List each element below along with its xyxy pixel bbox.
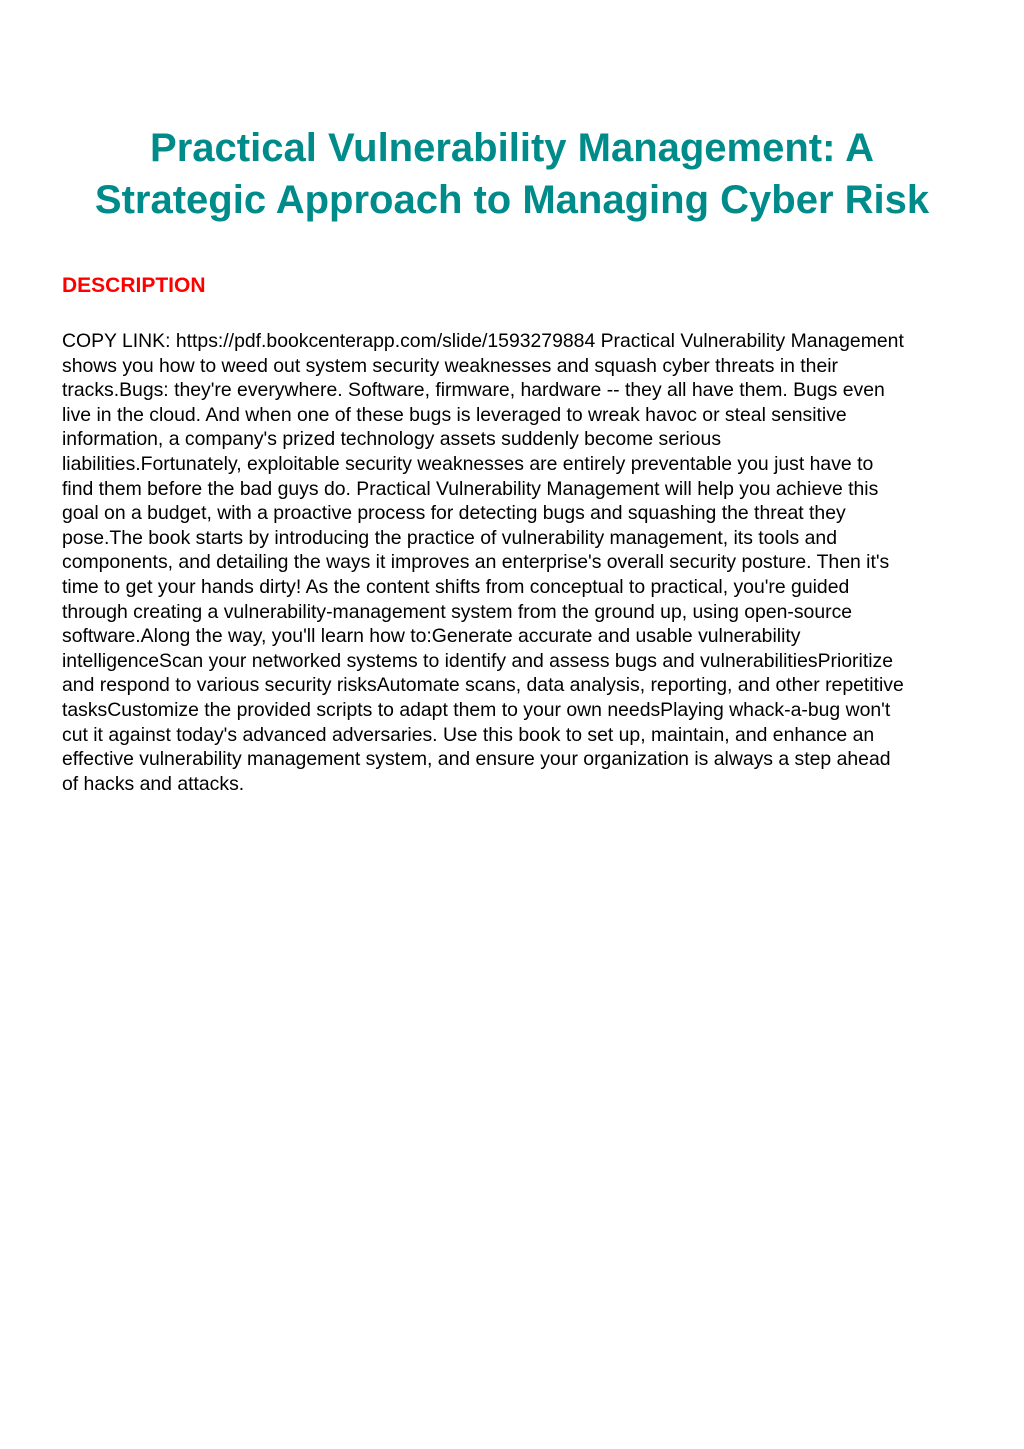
description-line: tracks.Bugs: they're everywhere. Software, firmware, hardware -- they all have them. Bugs even — [62, 379, 885, 402]
description-line: cut it against today's advanced adversaries. Use this book to set up, maintain, and enhance an — [62, 723, 875, 746]
description-line: time to get your hands dirty! As the content shifts from conceptual to practical, you're guided — [62, 575, 850, 598]
description-heading: DESCRIPTION — [62, 274, 206, 297]
description-line: goal on a budget, with a proactive process for detecting bugs and squashing the threat they — [62, 502, 846, 525]
description-line: components, and detailing the ways it improves an enterprise's overall security posture. Then it's — [62, 551, 890, 574]
description-line: live in the cloud. And when one of these bugs is leveraged to wreak havoc or steal sensitive — [62, 403, 847, 426]
description-line: and respond to various security risksAutomate scans, data analysis, reporting, and other repetitive — [62, 674, 904, 697]
description-line: information, a company's prized technology assets suddenly become serious — [62, 428, 722, 451]
description-line: intelligenceScan your networked systems to identify and assess bugs and vulnerabilitiesPrioritize — [62, 649, 893, 672]
description-line: liabilities.Fortunately, exploitable security weaknesses are entirely preventable you just have to — [62, 452, 874, 475]
description-line: COPY LINK: https://pdf.bookcenterapp.com/slide/1593279884 Practical Vulnerability Management — [62, 330, 904, 352]
description-line: through creating a vulnerability-management system from the ground up, using open-source — [62, 600, 853, 623]
description-line: of hacks and attacks. — [62, 772, 245, 795]
title-line-2: Strategic Approach to Managing Cyber Risk — [94, 178, 930, 222]
description-line: find them before the bad guys do. Practical Vulnerability Management will help you achieve this — [62, 477, 879, 500]
description-line: effective vulnerability management system, and ensure your organization is always a step ahead — [62, 748, 891, 771]
description-line: tasksCustomize the provided scripts to adapt them to your own needsPlaying whack-a-bug won't — [62, 698, 891, 721]
description-body — [62, 329, 967, 796]
title-line-1: Practical Vulnerability Management: A — [150, 126, 874, 170]
description-line: pose.The book starts by introducing the practice of vulnerability management, its tools and — [62, 526, 837, 549]
description-line: shows you how to weed out system security weaknesses and squash cyber threats in their — [62, 354, 839, 377]
description-line: software.Along the way, you'll learn how to:Generate accurate and usable vulnerability — [62, 625, 801, 648]
document-title — [62, 122, 962, 226]
